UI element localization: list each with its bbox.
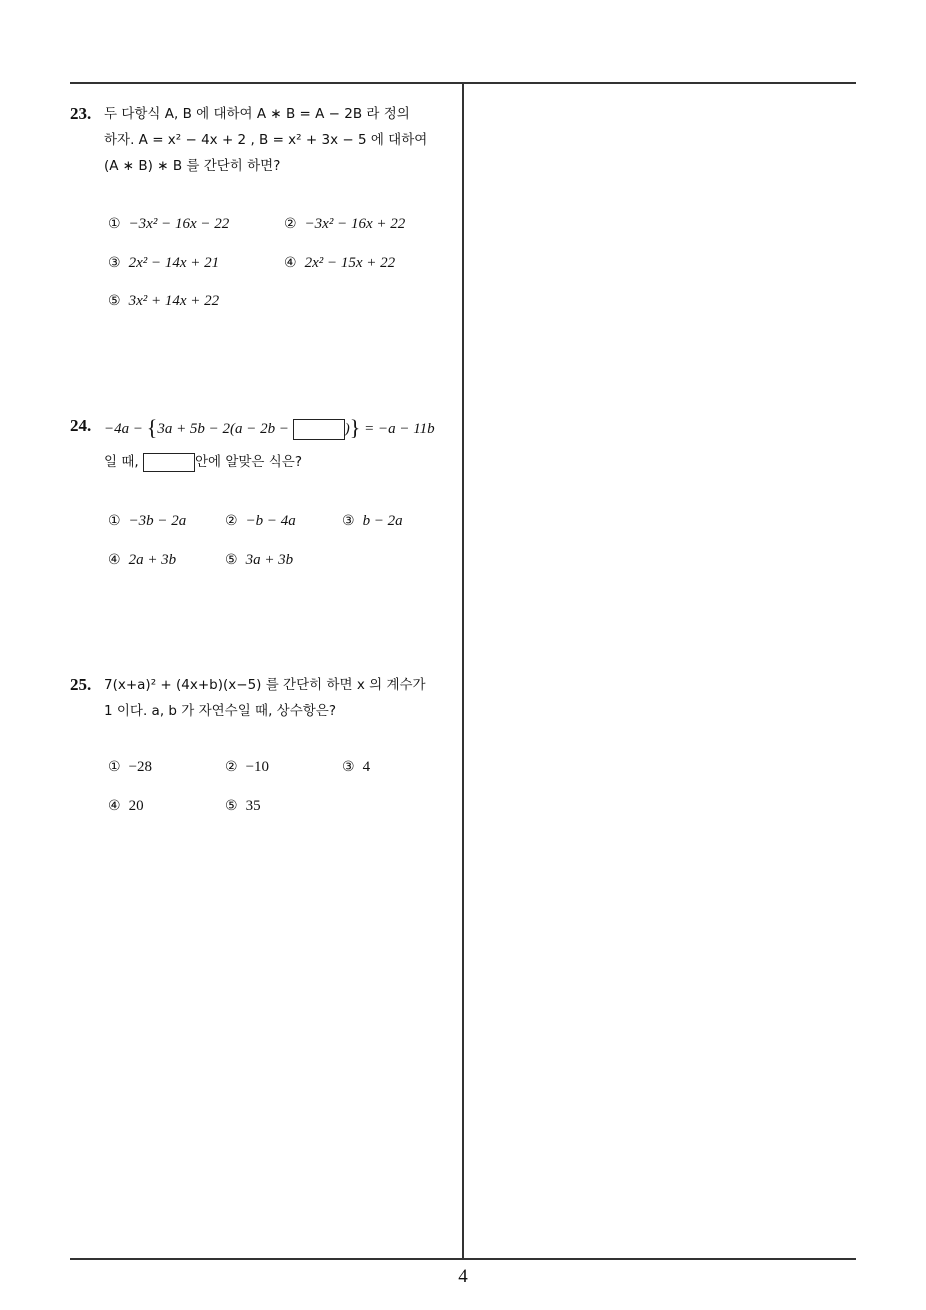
choice-3[interactable] xyxy=(342,513,403,530)
choice-marker: ④ xyxy=(284,255,297,271)
question-text: 안에 알맞은 식은? xyxy=(194,454,303,470)
choice-marker: ② xyxy=(225,759,238,775)
left-brace: { xyxy=(146,415,158,440)
question-text-line: 두 다항식 A, B 에 대하여 A ∗ B = A − 2B 라 정의 xyxy=(104,106,410,122)
choice-1[interactable] xyxy=(108,759,152,776)
column-divider xyxy=(462,82,464,1259)
choice-5[interactable] xyxy=(225,552,293,569)
choice-marker: ② xyxy=(225,513,238,529)
choice-text: 3a + 3b xyxy=(245,552,294,568)
choice-text: −b − 4a xyxy=(245,513,296,529)
question-text-line: (A ∗ B) ∗ B 를 간단히 하면? xyxy=(104,158,281,174)
equation-part: ) xyxy=(344,421,350,437)
choice-2[interactable] xyxy=(284,216,405,233)
choice-text: 2a + 3b xyxy=(128,552,177,568)
answer-blank-box xyxy=(293,419,345,440)
choice-marker: ③ xyxy=(108,255,121,271)
choice-marker: ③ xyxy=(342,759,355,775)
choice-text: 2x² − 14x + 21 xyxy=(128,255,220,271)
choice-4[interactable] xyxy=(284,255,395,272)
question-text-line: 1 이다. a, b 가 자연수일 때, 상수항은? xyxy=(104,703,337,719)
choice-2[interactable] xyxy=(225,513,296,530)
equation-part: = −a − 11b xyxy=(360,421,435,437)
choice-text: 2x² − 15x + 22 xyxy=(304,255,396,271)
answer-blank-box xyxy=(143,453,195,472)
choice-text: 20 xyxy=(128,798,144,814)
choice-marker: ① xyxy=(108,216,121,232)
equation-part: −4a − xyxy=(104,421,147,437)
choice-1[interactable] xyxy=(108,513,186,530)
question-text-line: 7(x+a)² + (4x+b)(x−5) 를 간단히 하면 x 의 계수가 xyxy=(104,677,426,693)
choice-marker: ② xyxy=(284,216,297,232)
choice-marker: ⑤ xyxy=(108,293,121,309)
bottom-rule xyxy=(70,1258,856,1260)
choice-text: 35 xyxy=(245,798,261,814)
choice-text: −3x² − 16x − 22 xyxy=(128,216,230,232)
choice-marker: ⑤ xyxy=(225,552,238,568)
choice-marker: ④ xyxy=(108,552,121,568)
choice-text: 4 xyxy=(362,759,371,775)
choice-marker: ① xyxy=(108,759,121,775)
choice-text: −3b − 2a xyxy=(128,513,187,529)
choice-5[interactable] xyxy=(225,798,261,815)
choice-3[interactable] xyxy=(108,255,219,272)
choice-text: b − 2a xyxy=(362,513,403,529)
choice-2[interactable] xyxy=(225,759,269,776)
question-text: 일 때, xyxy=(104,454,143,470)
choice-text: −28 xyxy=(128,759,153,775)
choice-4[interactable] xyxy=(108,552,176,569)
page-number: 4 xyxy=(458,1266,468,1287)
question-number: 24. xyxy=(70,416,92,435)
choice-1[interactable] xyxy=(108,216,229,233)
choice-marker: ③ xyxy=(342,513,355,529)
equation-part: 3a + 5b − 2(a − 2b − xyxy=(157,421,293,437)
choice-4[interactable] xyxy=(108,798,144,815)
choice-marker: ① xyxy=(108,513,121,529)
right-brace: } xyxy=(349,415,361,440)
question-number: 25. xyxy=(70,675,92,694)
question-text-line: 하자. A = x² − 4x + 2 , B = x² + 3x − 5 에 대하여 xyxy=(104,132,428,148)
choice-marker: ④ xyxy=(108,798,121,814)
question-equation xyxy=(104,415,435,440)
choice-marker: ⑤ xyxy=(225,798,238,814)
choice-text: −3x² − 16x + 22 xyxy=(304,216,406,232)
choice-5[interactable] xyxy=(108,293,219,310)
question-number: 23. xyxy=(70,104,92,123)
question-text-line xyxy=(104,452,302,472)
choice-text: −10 xyxy=(245,759,270,775)
choice-3[interactable] xyxy=(342,759,370,776)
choice-text: 3x² + 14x + 22 xyxy=(128,293,220,309)
